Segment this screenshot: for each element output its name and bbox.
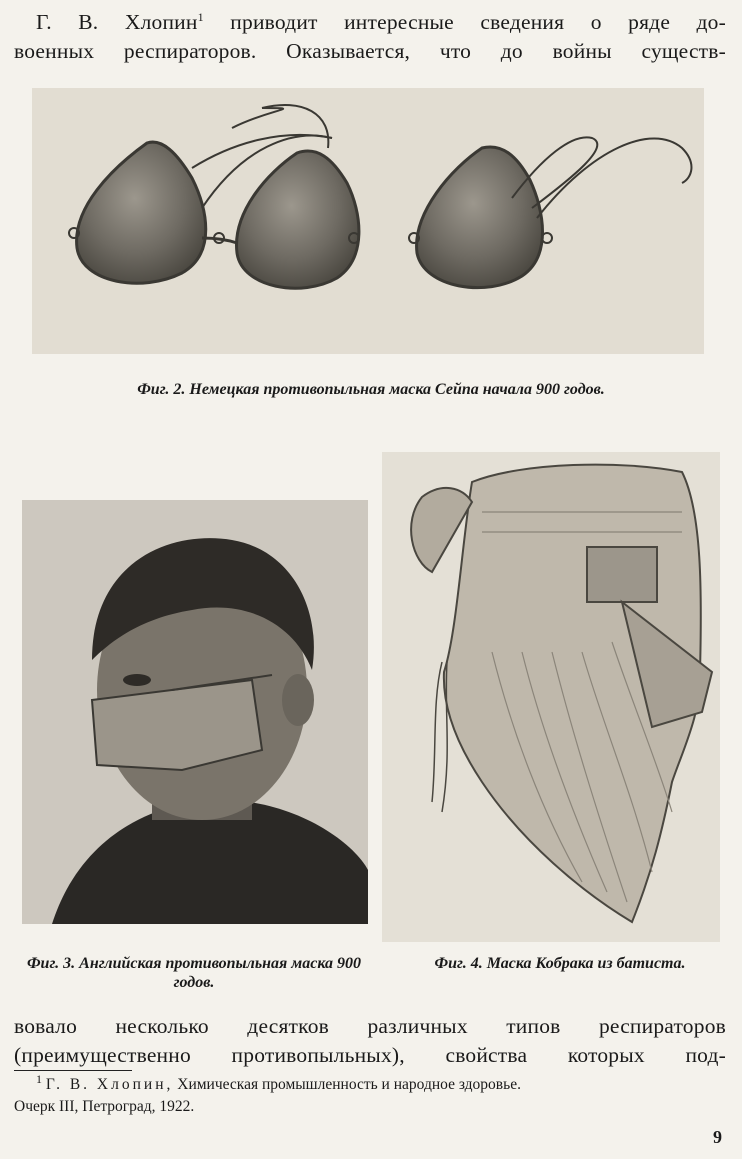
figure-4-caption (424, 954, 696, 973)
figure-3-text: Английская противопыльная маска 900 годов. (79, 955, 362, 991)
intro-line-1-rest: приводит интересные сведения о ряде до- (203, 10, 726, 34)
figure-4-label: Фиг. 4. (434, 955, 483, 972)
footnote-rule (14, 1070, 132, 1071)
outro-line-2: (преимущественно противопыльных), свойства которых под- (14, 1043, 726, 1067)
outro-paragraph (14, 1012, 726, 1070)
figure-3-caption (16, 954, 372, 992)
figure-2-caption (50, 380, 692, 399)
figure-3-photo (22, 500, 368, 924)
figure-4-text: Маска Кобрака из батиста. (486, 955, 686, 972)
footnote-mark: 1 (36, 1071, 42, 1086)
intro-line-2: военных респираторов. Оказывается, что до войны существ- (14, 39, 726, 63)
footnote (14, 1071, 726, 1118)
figure-2-image (32, 88, 704, 354)
figure-4-image (382, 452, 720, 942)
footnote-line-1 (14, 1071, 726, 1096)
figure-2-text: Немецкая противопыльная маска Сейпа начала 900 годов. (189, 381, 605, 398)
figure-2-label: Фиг. 2. (137, 381, 186, 398)
footnote-line-2: Очерк III, Петроград, 1922. (14, 1098, 195, 1115)
author-name: Г. В. Хлопин (36, 10, 198, 34)
intro-line-1 (14, 8, 726, 37)
footnote-author: Г. В. Хлопин, (45, 1076, 174, 1093)
footnote-reference[interactable]: 1 (197, 9, 204, 24)
page-number: 9 (713, 1127, 722, 1147)
intro-paragraph (14, 8, 726, 66)
footnote-title: Химическая промышленность и народное здоровье. (177, 1076, 521, 1093)
man-wearing-mask-photo (22, 500, 368, 924)
figure-3-label: Фиг. 3. (26, 955, 76, 972)
dust-mask-pair-illustration (32, 88, 704, 354)
outro-line-1: вовало несколько десятков различных типов респираторов (14, 1014, 726, 1038)
batiste-mask-illustration (382, 452, 720, 942)
